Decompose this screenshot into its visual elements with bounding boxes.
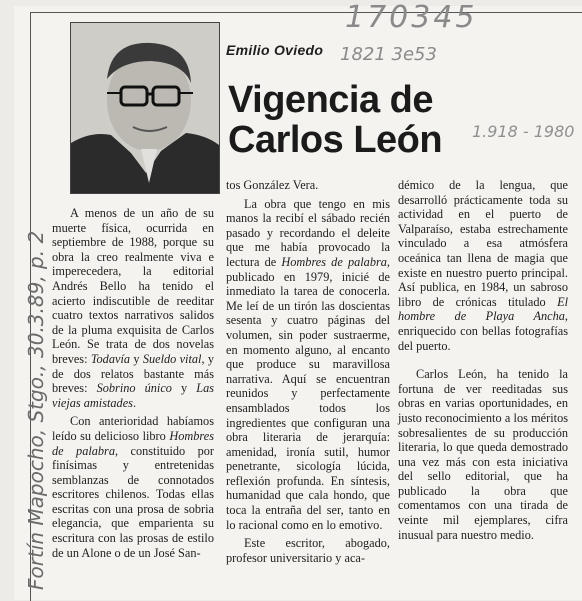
book-title: Hombres de palabra [281, 254, 387, 269]
paragraph-text: y [171, 381, 197, 396]
article-column-2 [226, 178, 390, 565]
paragraph-text: y [130, 351, 143, 366]
paragraph-text: Con anterioridad habíamos leído su delicioso libro [52, 414, 214, 443]
archive-number: 170345 [345, 0, 478, 35]
book-title: Sobrino único [96, 381, 172, 396]
title-line-2: Carlos León [228, 119, 443, 161]
paragraph [52, 414, 214, 560]
catalog-note: 1821 3e53 [340, 44, 437, 65]
author-byline: Emilio Oviedo [226, 42, 324, 58]
portrait-image [71, 23, 219, 193]
book-title: Todavía [90, 351, 131, 366]
paragraph-text: . [132, 395, 137, 410]
author-portrait [70, 22, 220, 194]
paragraph: Este escritor, abogado, profesor universitario y aca- [226, 536, 390, 565]
title-line-1: Vigencia de [228, 79, 434, 121]
paragraph [226, 197, 390, 533]
article-title [228, 80, 442, 160]
date-range-note: 1.918 - 1980 [472, 122, 575, 141]
book-title: Hombres de palabra [52, 428, 214, 458]
article-column-3 [398, 178, 568, 542]
paragraph [398, 178, 568, 353]
paragraph-text: , publicado en 1979, inicié de inmediato la tarea de conocerla. Me leí de un tirón las doscientas sesenta y cuatro páginas del volumen, sin poder sustraerme, en momento alguno, al encanto que produce su maravillosa narrativa. Aquí se encuentran reunidos y perfectamente ensamblados todos los ingredientes que configuran una obra literaria de jerarquía: amenidad, ironía sutil, humor penetrante, sicología lúcida, reflexión profunda. En síntesis, humanidad que cala hondo, que toca la entraña del ser, tanto en lo racional como en lo emotivo. [226, 254, 390, 532]
paragraph: tos González Vera. [226, 178, 319, 192]
paragraph-text: , y de dos relatos bastante más breves: [52, 351, 215, 396]
article-column-1 [52, 206, 214, 560]
paragraph: Carlos León, ha tenido la fortuna de ver reeditadas sus obras en varias oportunidades, en justo reconocimiento a los méritos sobresalientes de su producción literaria, lo que queda demostrado una vez más con esta iniciativa del sello editorial, que ha publicado la obra que comentamos con una tirada de veinte mil ejemplares, cifra inusual para nuestro medio. [398, 367, 568, 542]
paragraph-text: La obra que tengo en mis manos la recibí el sábado recién pasado y recordando el deleite que me había provocado la lectura de [226, 196, 390, 269]
book-title: Las viejas amistades [52, 381, 215, 410]
paragraph-text: , enriquecido con bellas fotografías del puerto. [398, 309, 568, 353]
paragraph-text: A menos de un año de su muerte física, ocurrida en septiembre de 1988, porque su obra la creo realmente viva e imperecedera, la editorial Andrés Bello ha tenido el acierto indiscutible de reeditar cuatro textos narrativos salidos de la pluma exquisita de Carlos León. Se trata de dos novelas breves: [52, 206, 214, 366]
paragraph [52, 206, 214, 410]
book-title: El hombre de Playa Ancha [398, 294, 568, 324]
book-title: Sueldo vital [142, 351, 202, 366]
source-note: Fortín Mapocho, Stgo., 30.3.89, p. 2 [24, 230, 48, 590]
paragraph-text: démico de la lengua, que desarrolló prácticamente toda su actividad en el puerto de Valparaíso, estaba estrechamente vinculado a esa atmósfera oceánica tan llena de magia que existe en nuestro puerto principal. Así publica, en 1984, un sabroso libro de crónicas titulado [398, 178, 568, 309]
paragraph-text: , constituido por finísimas y entretenidas semblanzas de connotados escritores chilenos. Todas ellas escritas con una prosa de sobria elegancia, que emparienta su escritura con las prosas de estilo de un Alone o de un José San- [52, 443, 214, 560]
